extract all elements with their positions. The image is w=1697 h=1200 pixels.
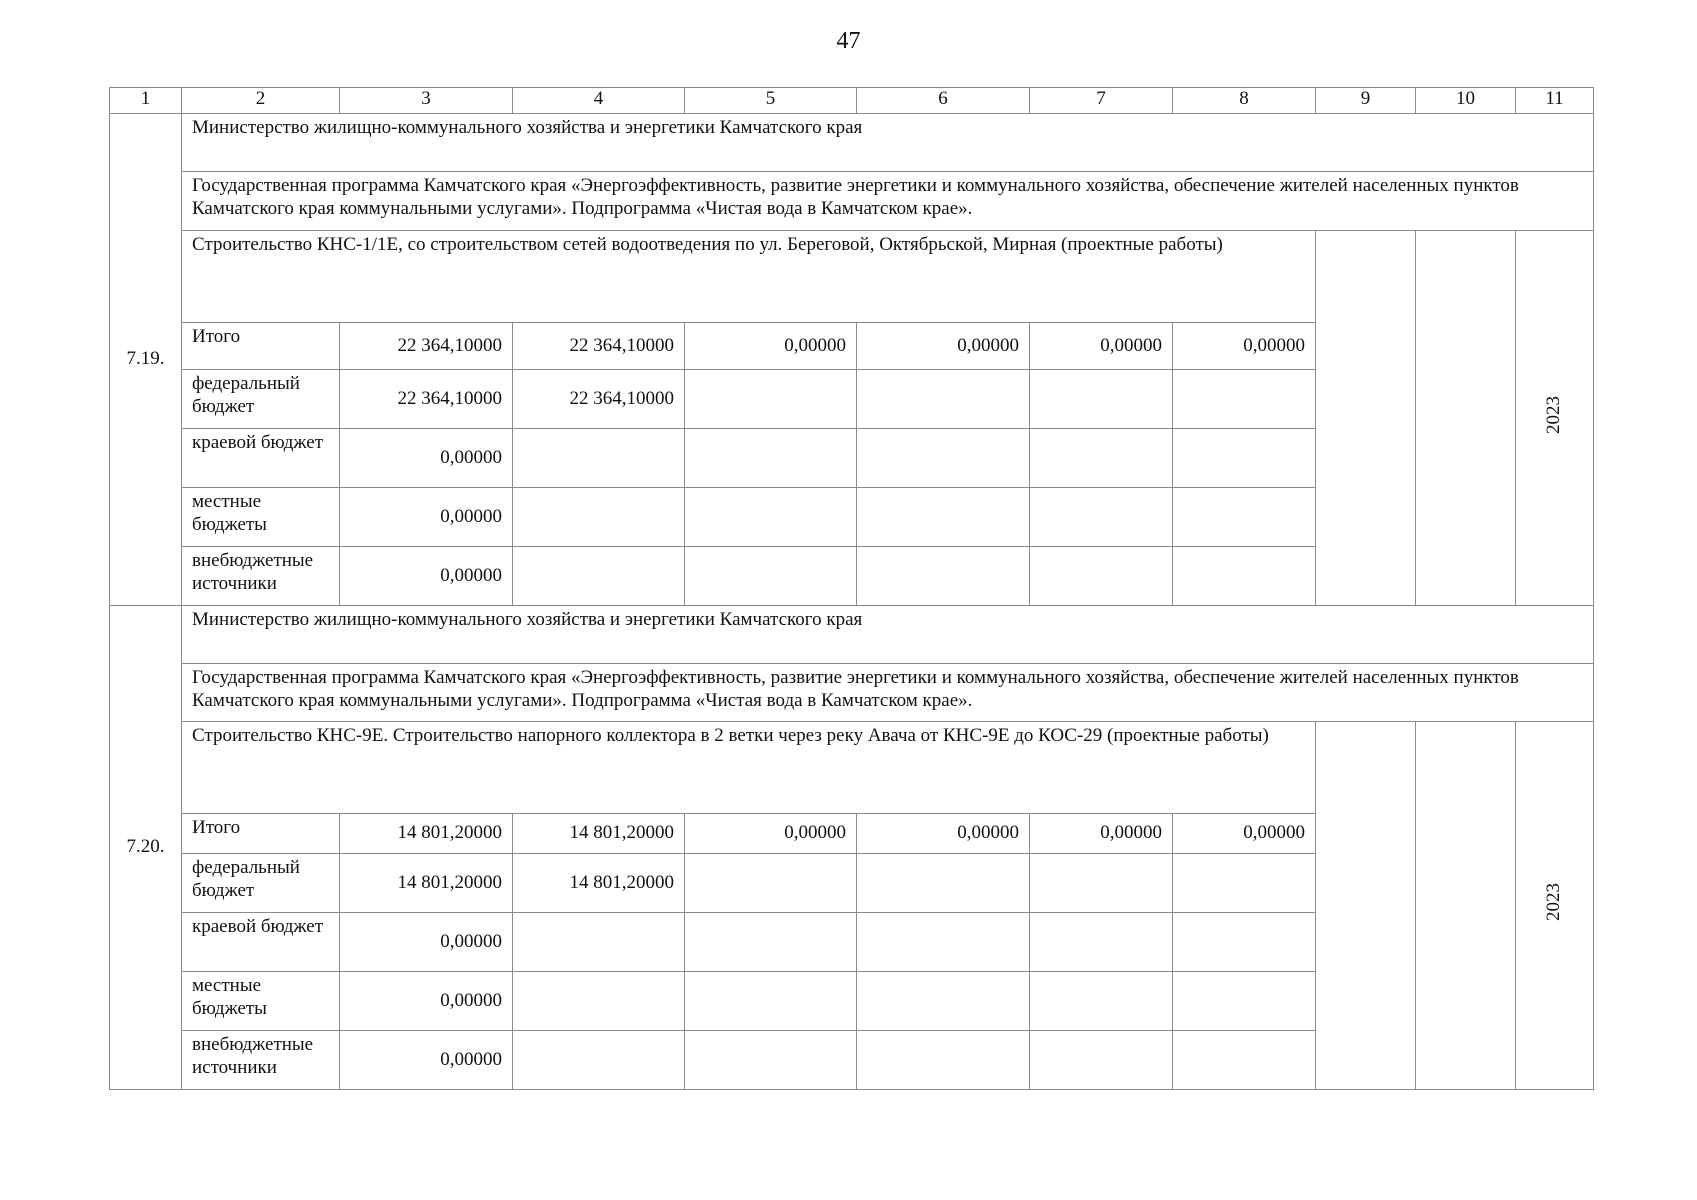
- cell-value: 0,00000: [1173, 814, 1316, 854]
- cell-value: 22 364,10000: [513, 370, 685, 429]
- budget-table: [109, 87, 1594, 1090]
- column-header: 5: [685, 88, 857, 114]
- cell-value: 0,00000: [340, 1031, 513, 1090]
- cell-value: [685, 913, 857, 972]
- cell-value: 0,00000: [340, 913, 513, 972]
- cell-value: [1173, 1031, 1316, 1090]
- row-label: краевой бюджет: [182, 429, 340, 488]
- cell-value: [1173, 488, 1316, 547]
- cell-value: [685, 547, 857, 606]
- cell-value: [1173, 972, 1316, 1031]
- cell-value: [1030, 488, 1173, 547]
- column-header: 3: [340, 88, 513, 114]
- cell-value: 22 364,10000: [340, 370, 513, 429]
- ministry-row: [110, 606, 1594, 664]
- cell-value: [685, 1031, 857, 1090]
- row-label: краевой бюджет: [182, 913, 340, 972]
- ministry-name: Министерство жилищно-коммунального хозяйства и энергетики Камчатского края: [182, 606, 1594, 664]
- column-9-cell: [1316, 722, 1416, 1090]
- page-number: 47: [836, 28, 861, 54]
- project-row: [110, 722, 1594, 814]
- section-number: 7.20.: [110, 606, 182, 1090]
- cell-value: [1030, 429, 1173, 488]
- project-row: [110, 231, 1594, 323]
- cell-value: [857, 429, 1030, 488]
- cell-value: 0,00000: [857, 323, 1030, 370]
- year-cell: [1516, 231, 1594, 606]
- cell-value: [857, 1031, 1030, 1090]
- row-label: Итого: [182, 323, 340, 370]
- cell-value: [1030, 913, 1173, 972]
- cell-value: 0,00000: [340, 972, 513, 1031]
- cell-value: 0,00000: [685, 323, 857, 370]
- column-header: 11: [1516, 88, 1594, 114]
- cell-value: [1173, 547, 1316, 606]
- cell-value: [513, 488, 685, 547]
- cell-value: [1030, 547, 1173, 606]
- cell-value: [857, 488, 1030, 547]
- year-cell: [1516, 722, 1594, 1090]
- cell-value: 14 801,20000: [513, 854, 685, 913]
- column-header: 4: [513, 88, 685, 114]
- ministry-row: [110, 114, 1594, 172]
- cell-value: [857, 547, 1030, 606]
- row-label: федеральный бюджет: [182, 370, 340, 429]
- cell-value: [685, 488, 857, 547]
- column-header: 9: [1316, 88, 1416, 114]
- project-name: Строительство КНС-9Е. Строительство напорного коллектора в 2 ветки через реку Авача от КНС-9Е до КОС-29 (проектные работы): [182, 722, 1316, 814]
- cell-value: [685, 972, 857, 1031]
- cell-value: [685, 429, 857, 488]
- program-name: Государственная программа Камчатского края «Энергоэффективность, развитие энергетики и коммунального хозяйства, обеспечение жителей населенных пунктов Камчатского края коммунальными услугами». Подпрограмма «Чистая вода в Камчатском крае».: [182, 172, 1594, 231]
- cell-value: 14 801,20000: [340, 814, 513, 854]
- column-header: 8: [1173, 88, 1316, 114]
- cell-value: [1173, 854, 1316, 913]
- cell-value: [857, 972, 1030, 1031]
- row-label: местные бюджеты: [182, 972, 340, 1031]
- row-label: Итого: [182, 814, 340, 854]
- cell-value: 0,00000: [1030, 814, 1173, 854]
- cell-value: 0,00000: [340, 429, 513, 488]
- cell-value: [1030, 972, 1173, 1031]
- cell-value: 0,00000: [340, 488, 513, 547]
- cell-value: 22 364,10000: [340, 323, 513, 370]
- cell-value: 0,00000: [1030, 323, 1173, 370]
- section-number: 7.19.: [110, 114, 182, 606]
- column-header: 2: [182, 88, 340, 114]
- cell-value: 14 801,20000: [340, 854, 513, 913]
- row-label: федеральный бюджет: [182, 854, 340, 913]
- project-name: Строительство КНС-1/1Е, со строительством сетей водоотведения по ул. Береговой, Октябрьской, Мирная (проектные работы): [182, 231, 1316, 323]
- cell-value: [513, 1031, 685, 1090]
- column-header: 6: [857, 88, 1030, 114]
- cell-value: [1173, 913, 1316, 972]
- program-name: Государственная программа Камчатского края «Энергоэффективность, развитие энергетики и коммунального хозяйства, обеспечение жителей населенных пунктов Камчатского края коммунальными услугами». Подпрограмма «Чистая вода в Камчатском крае».: [182, 664, 1594, 722]
- row-label: внебюджетные источники: [182, 547, 340, 606]
- cell-value: [1173, 429, 1316, 488]
- row-label: местные бюджеты: [182, 488, 340, 547]
- cell-value: [1030, 854, 1173, 913]
- column-header: 1: [110, 88, 182, 114]
- cell-value: [857, 854, 1030, 913]
- cell-value: [857, 913, 1030, 972]
- column-header: 10: [1416, 88, 1516, 114]
- column-header-row: [110, 88, 1594, 114]
- program-row: [110, 664, 1594, 722]
- cell-value: [513, 913, 685, 972]
- cell-value: [1030, 1031, 1173, 1090]
- cell-value: [685, 854, 857, 913]
- year-label: 2023: [1543, 883, 1565, 922]
- column-9-cell: [1316, 231, 1416, 606]
- column-header: 7: [1030, 88, 1173, 114]
- cell-value: [857, 370, 1030, 429]
- cell-value: 14 801,20000: [513, 814, 685, 854]
- ministry-name: Министерство жилищно-коммунального хозяйства и энергетики Камчатского края: [182, 114, 1594, 172]
- cell-value: [513, 547, 685, 606]
- column-10-cell: [1416, 722, 1516, 1090]
- row-label: внебюджетные источники: [182, 1031, 340, 1090]
- cell-value: 0,00000: [1173, 323, 1316, 370]
- cell-value: [513, 429, 685, 488]
- cell-value: [513, 972, 685, 1031]
- cell-value: 0,00000: [340, 547, 513, 606]
- cell-value: [1173, 370, 1316, 429]
- program-row: [110, 172, 1594, 231]
- cell-value: 22 364,10000: [513, 323, 685, 370]
- cell-value: 0,00000: [857, 814, 1030, 854]
- cell-value: [1030, 370, 1173, 429]
- cell-value: [685, 370, 857, 429]
- cell-value: 0,00000: [685, 814, 857, 854]
- column-10-cell: [1416, 231, 1516, 606]
- year-label: 2023: [1543, 395, 1565, 434]
